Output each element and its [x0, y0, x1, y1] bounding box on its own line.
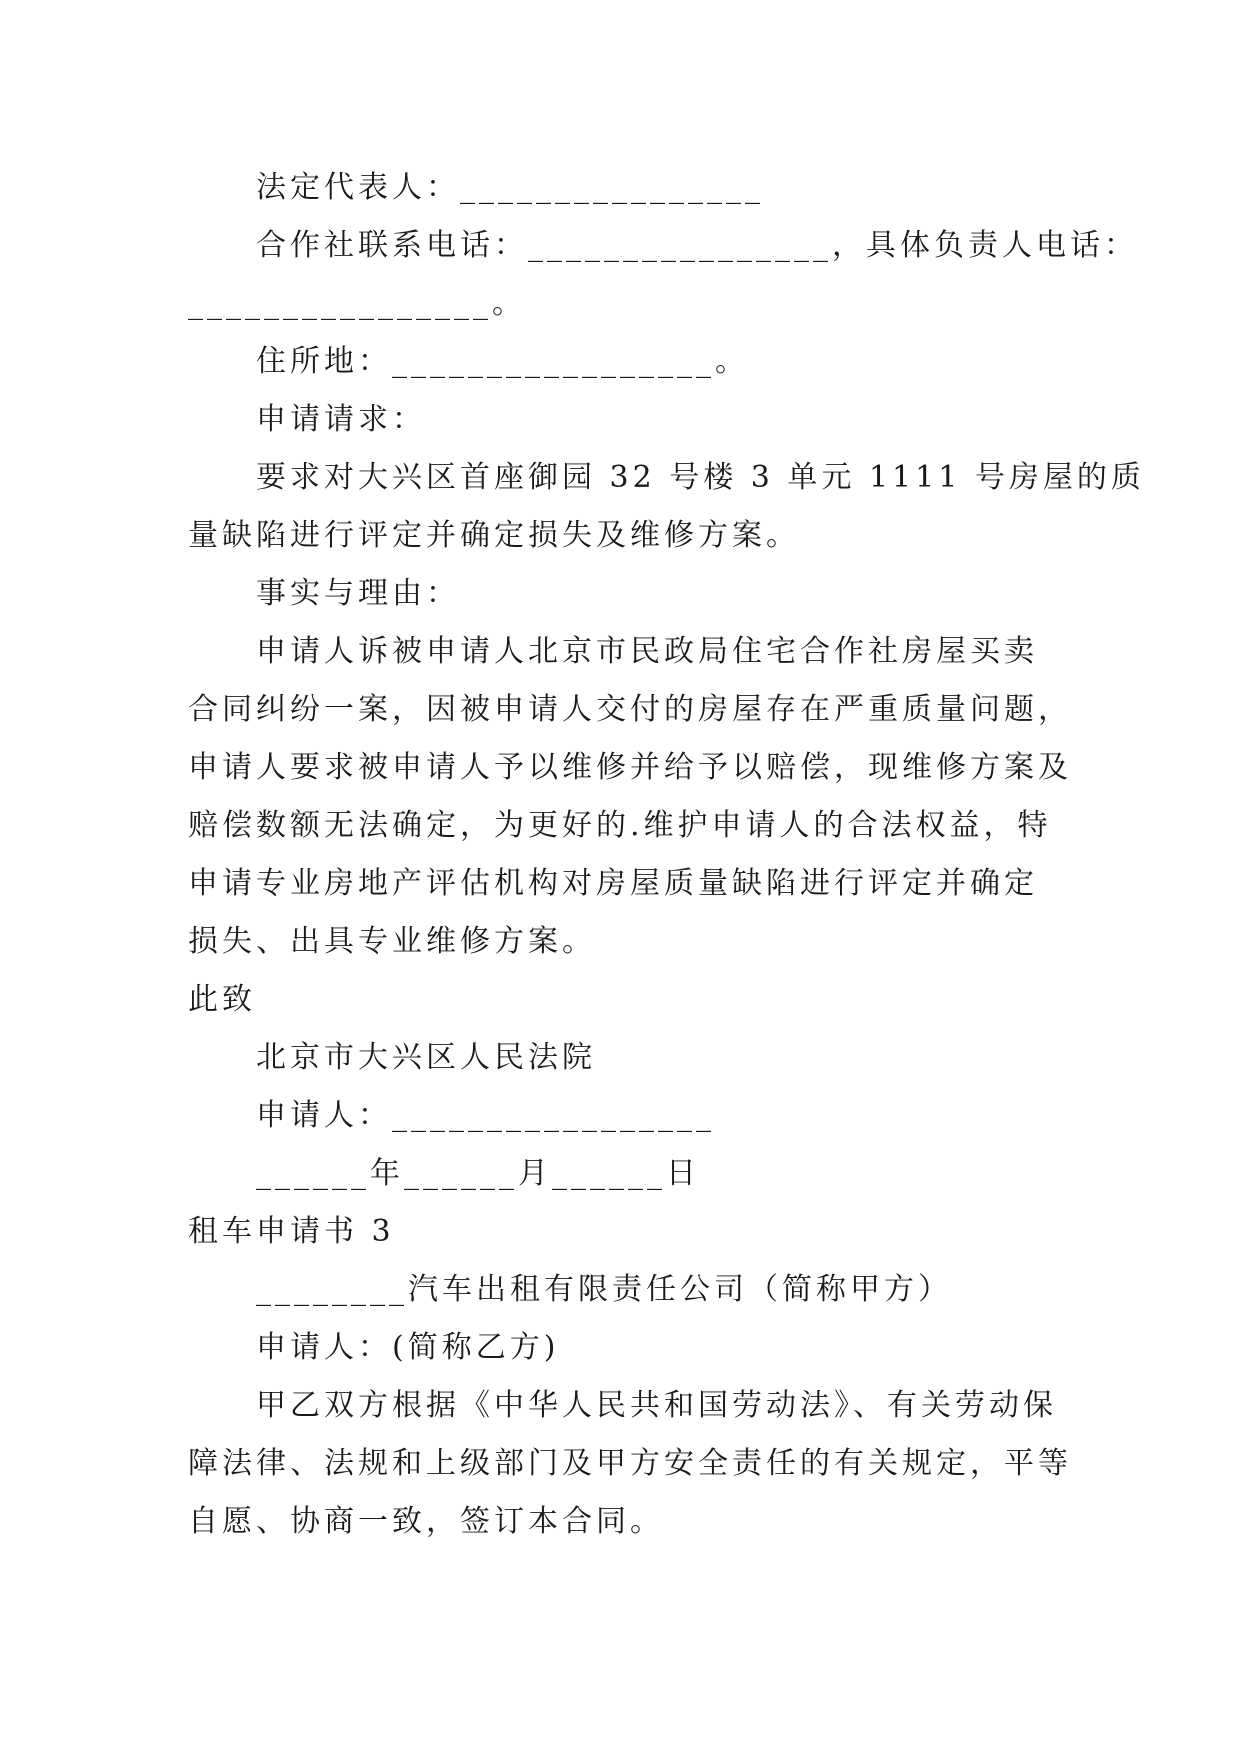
facts-paragraph-line-2: 合同纠纷一案，因被申请人交付的房屋存在严重质量问题， — [188, 692, 1072, 727]
coop-phone-line: 合作社联系电话：________________，具体负责人电话： — [256, 228, 1138, 263]
facts-paragraph-line-5: 申请专业房地产评估机构对房屋质量缺陷进行评定并确定 — [188, 866, 1038, 901]
facts-paragraph-line-4: 赔偿数额无法确定，为更好的.维护申请人的合法权益，特 — [188, 808, 1052, 843]
addressee-court: 北京市大兴区人民法院 — [256, 1040, 596, 1075]
applicant-signature-line: 申请人：_________________ — [256, 1098, 715, 1133]
facts-paragraph-line-6: 损失、出具专业维修方案。 — [188, 924, 596, 959]
responsible-phone-blank-line: ________________。 — [188, 286, 526, 321]
salutation: 此致 — [188, 982, 256, 1017]
request-paragraph-line-2: 量缺陷进行评定并确定损失及维修方案。 — [188, 518, 800, 553]
facts-paragraph-line-1: 申请人诉被申请人北京市民政局住宅合作社房屋买卖 — [256, 634, 1038, 669]
request-paragraph-line-1: 要求对大兴区首座御园 32 号楼 3 单元 1111 号房屋的质 — [256, 460, 1145, 495]
request-heading: 申请请求： — [256, 402, 426, 437]
legal-representative-line: 法定代表人：________________ — [256, 170, 764, 205]
section-title: 租车申请书 3 — [188, 1214, 395, 1249]
facts-heading: 事实与理由： — [256, 576, 460, 611]
party-a-line: ________汽车出租有限责任公司（简称甲方） — [256, 1272, 952, 1307]
address-line: 住所地：_________________。 — [256, 344, 749, 379]
contract-paragraph-line-1: 甲乙双方根据《中华人民共和国劳动法》、有关劳动保 — [256, 1388, 1057, 1423]
party-b-line: 申请人：(简称乙方) — [256, 1330, 560, 1365]
contract-paragraph-line-2: 障法律、法规和上级部门及甲方安全责任的有关规定，平等 — [188, 1446, 1072, 1481]
facts-paragraph-line-3: 申请人要求被申请人予以维修并给予以赔偿，现维修方案及 — [188, 750, 1072, 785]
contract-paragraph-line-3: 自愿、协商一致，签订本合同。 — [188, 1504, 664, 1539]
date-line: ______年______月______日 — [256, 1156, 700, 1191]
